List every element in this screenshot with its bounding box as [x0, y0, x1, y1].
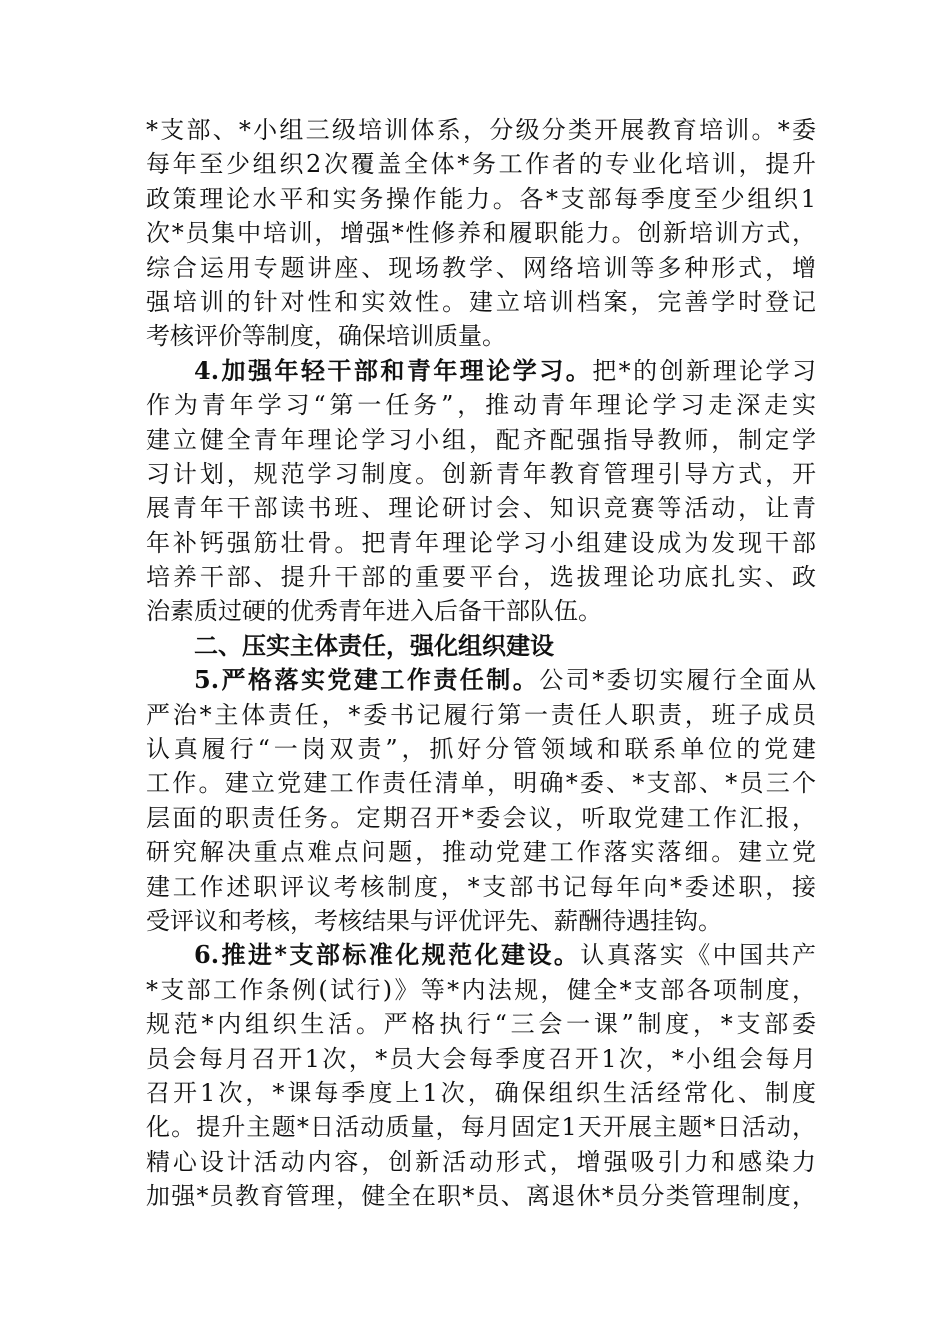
paragraph-6-first-line [146, 938, 816, 972]
text-line: *支部、*小组三级培训体系，分级分类开展教育培训。*委 [146, 116, 816, 144]
item-6-title: 6.推进*支部标准化规范化建设。 [194, 940, 581, 970]
text-line: 召开1次，*课每季度上1次，确保组织生活经常化、制度 [146, 1078, 816, 1107]
paragraph-5-first-line [146, 663, 816, 697]
text-line: 建工作述职评议考核制度，*支部书记每年向*委述职，接 [146, 872, 816, 901]
text-line: 考核评价等制度，确保培训质量。 [146, 322, 506, 351]
item-4-text: 把*的创新理论学习 [592, 356, 816, 385]
section-heading-2: 二、压实主体责任，强化组织建设 [194, 630, 554, 660]
text-line: 作为青年学习“第一任务”，推动青年理论学习走深走实 [146, 391, 816, 420]
body-text [146, 113, 816, 1282]
text-line: 培养干部、提升干部的重要平台，选拔理论功底扎实、政 [146, 563, 816, 592]
item-5-text: 公司*委切实履行全面从 [539, 666, 817, 695]
text-line: 受评议和考核，考核结果与评优评先、薪酬待遇挂钩。 [146, 906, 722, 935]
text-line: 研究解决重点难点问题，推动党建工作落实落细。建立党 [146, 838, 816, 867]
text-line: 员会每月召开1次，*员大会每季度召开1次，*小组会每月 [146, 1044, 816, 1073]
text-line: 综合运用专题讲座、现场教学、网络培训等多种形式，增 [146, 253, 816, 282]
text-line: 强培训的针对性和实效性。建立培训档案，完善学时登记 [146, 287, 816, 316]
text-line: 规范*内组织生活。严格执行“三会一课”制度，*支部委 [146, 1010, 816, 1039]
text-line: 政策理论水平和实务操作能力。各*支部每季度至少组织1 [146, 184, 816, 213]
text-line: 认真履行“一岗双责”，抓好分管领域和联系单位的党建 [146, 735, 816, 764]
text-line: 治素质过硬的优秀青年进入后备干部队伍。 [146, 597, 602, 626]
text-line: 层面的职责任务。定期召开*委会议，听取党建工作汇报， [146, 803, 816, 832]
text-line [146, 1214, 816, 1248]
text-line: 每年至少组织2次覆盖全体*务工作者的专业化培训，提升 [146, 150, 816, 179]
text-line: 次*员集中培训，增强*性修养和履职能力。创新培训方式， [146, 219, 816, 248]
text-line: 建立健全青年理论学习小组，配齐配强指导教师，制定学 [146, 425, 816, 454]
item-5-title: 5.严格落实党建工作责任制。 [194, 665, 540, 695]
text-line: *支部工作条例(试行)》等*内法规，健全*支部各项制度， [146, 975, 816, 1004]
text-line: 年补钙强筋壮骨。把青年理论学习小组建设成为发现干部 [146, 528, 816, 557]
text-line: 工作。建立党建工作责任清单，明确*委、*支部、*员三个 [146, 769, 816, 798]
item-4-title: 4.加强年轻干部和青年理论学习。 [194, 355, 593, 385]
text-line: 严治*主体责任，*委书记履行第一责任人职责，班子成员 [146, 700, 816, 729]
paragraph-4-first-line [146, 354, 816, 388]
text-line: 习计划，规范学习制度。创新青年教育管理引导方式，开 [146, 459, 816, 488]
text-line: 精心设计活动内容，创新活动形式，增强吸引力和感染力 [146, 1147, 816, 1176]
text-line [146, 1248, 816, 1282]
text-line: 化。提升主题*日活动质量，每月固定1天开展主题*日活动， [146, 1113, 816, 1142]
item-6-text: 认真落实《中国共产 [580, 941, 817, 970]
text-line: 展青年干部读书班、理论研讨会、知识竞赛等活动，让青 [146, 494, 816, 523]
text-line: 加强*员教育管理，健全在职*员、离退休*员分类管理制度， [146, 1182, 816, 1211]
